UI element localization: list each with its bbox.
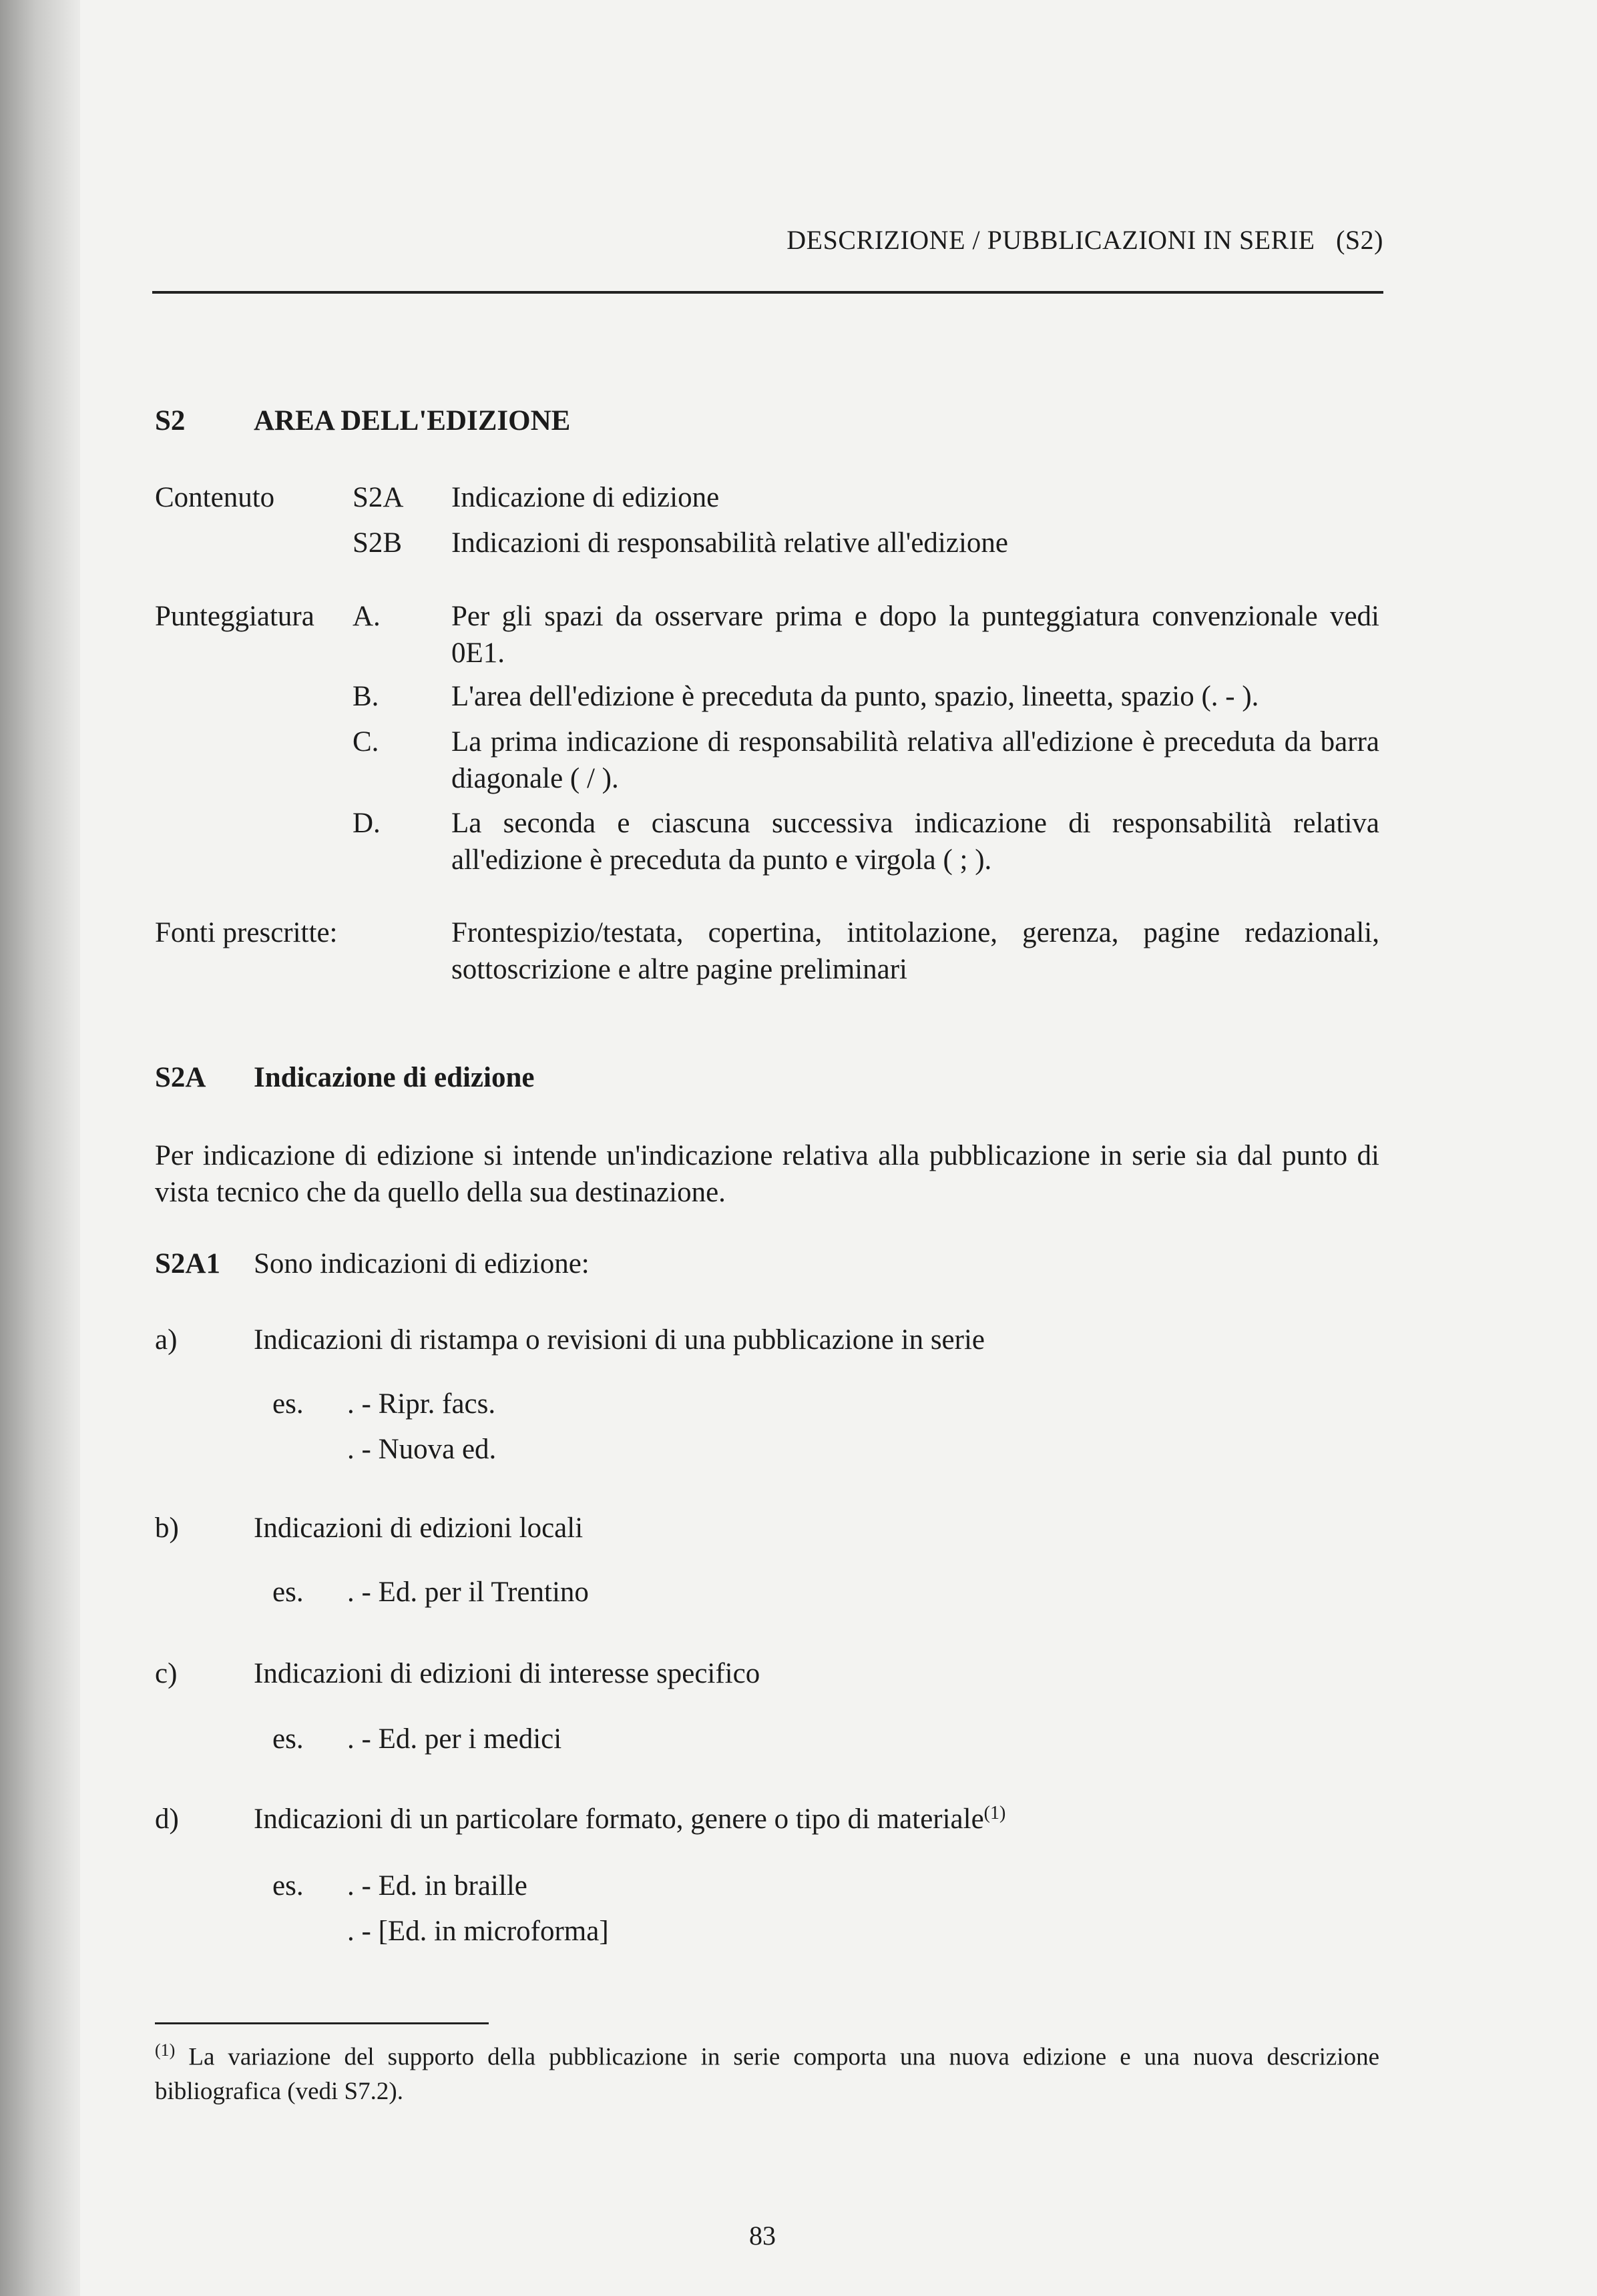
case-letter: a) xyxy=(155,1324,178,1356)
footnote-text: La variazione del supporto della pubblicazione in serie comporta una nuova edizione e una nuova descrizione bibliografica (vedi S7.2). xyxy=(155,2043,1379,2106)
case-letter: d) xyxy=(155,1803,179,1835)
example-label: es. xyxy=(272,1388,304,1420)
fonti-label: Fonti prescritte: xyxy=(155,917,338,948)
punteggiatura-text: L'area dell'edizione è preceduta da punto, spazio, lineetta, spazio (. - ). xyxy=(451,681,1259,712)
punteggiatura-text: La prima indicazione di responsabilità relativa all'edizione è preceduta da barra diagonale ( / ). xyxy=(451,726,1379,794)
case-text-with-note xyxy=(254,1801,1005,1837)
contenuto-text: Indicazioni di responsabilità relative all'edizione xyxy=(451,527,1008,559)
contenuto-label: Contenuto xyxy=(155,482,275,513)
case-letter: c) xyxy=(155,1658,178,1689)
punteggiatura-text: Per gli spazi da osservare prima e dopo la punteggiatura convenzionale vedi 0E1. xyxy=(451,601,1379,669)
example-value: . - Nuova ed. xyxy=(347,1434,497,1465)
footnote-marker: (1) xyxy=(155,2040,176,2060)
example-value: . - Ed. in braille xyxy=(347,1870,527,1902)
contenuto-code: S2A xyxy=(353,482,404,513)
header-rule xyxy=(152,291,1383,294)
punteggiatura-code: C. xyxy=(353,726,379,758)
punteggiatura-text: La seconda e ciascuna successiva indicazione di responsabilità relativa all'edizione è preceduta da punto e virgola ( ; ). xyxy=(451,808,1379,876)
contenuto-text: Indicazione di edizione xyxy=(451,482,720,513)
section-title: AREA DELL'EDIZIONE xyxy=(254,405,571,437)
case-text: Indicazioni di ristampa o revisioni di una pubblicazione in serie xyxy=(254,1324,985,1356)
punteggiatura-code: B. xyxy=(353,681,379,712)
example-label: es. xyxy=(272,1723,304,1755)
punteggiatura-code: A. xyxy=(353,601,381,632)
s2a-code: S2A xyxy=(155,1062,206,1093)
page-number: 83 xyxy=(749,2221,776,2251)
punteggiatura-label: Punteggiatura xyxy=(155,601,314,632)
case-text: Indicazioni di edizioni locali xyxy=(254,1512,584,1544)
footnote-reference[interactable]: (1) xyxy=(983,1803,1006,1823)
example-label: es. xyxy=(272,1870,304,1902)
section-code: S2 xyxy=(155,405,186,437)
s2a1-code: S2A1 xyxy=(155,1248,220,1279)
punteggiatura-code: D. xyxy=(353,808,381,839)
case-text: Indicazioni di un particolare formato, genere o tipo di materiale xyxy=(254,1803,984,1835)
example-value: . - Ed. per il Trentino xyxy=(347,1576,589,1608)
case-text: Indicazioni di edizioni di interesse specifico xyxy=(254,1658,760,1689)
fonti-text: Frontespizio/testata, copertina, intitolazione, gerenza, pagine redazionali, sottoscrizione e altre pagine preliminari xyxy=(451,917,1379,985)
contenuto-code: S2B xyxy=(353,527,403,559)
section-ref: (S2) xyxy=(1336,225,1383,255)
example-value: . - Ed. per i medici xyxy=(347,1723,562,1755)
running-title: DESCRIZIONE / PUBBLICAZIONI IN SERIE xyxy=(786,225,1315,255)
example-value: . - Ripr. facs. xyxy=(347,1388,496,1420)
footnote xyxy=(155,2033,1379,2109)
s2a1-text: Sono indicazioni di edizione: xyxy=(254,1248,590,1279)
s2a-title: Indicazione di edizione xyxy=(254,1062,535,1093)
example-value: . - [Ed. in microforma] xyxy=(347,1916,609,1947)
footnote-rule xyxy=(155,2022,489,2024)
example-label: es. xyxy=(272,1576,304,1608)
s2a-paragraph: Per indicazione di edizione si intende un'indicazione relativa alla pubblicazione in serie sia dal punto di vista tecnico che da quello della sua destinazione. xyxy=(155,1140,1379,1208)
running-header xyxy=(786,224,1383,256)
case-letter: b) xyxy=(155,1512,179,1544)
scan-gutter-shadow xyxy=(0,0,80,2296)
